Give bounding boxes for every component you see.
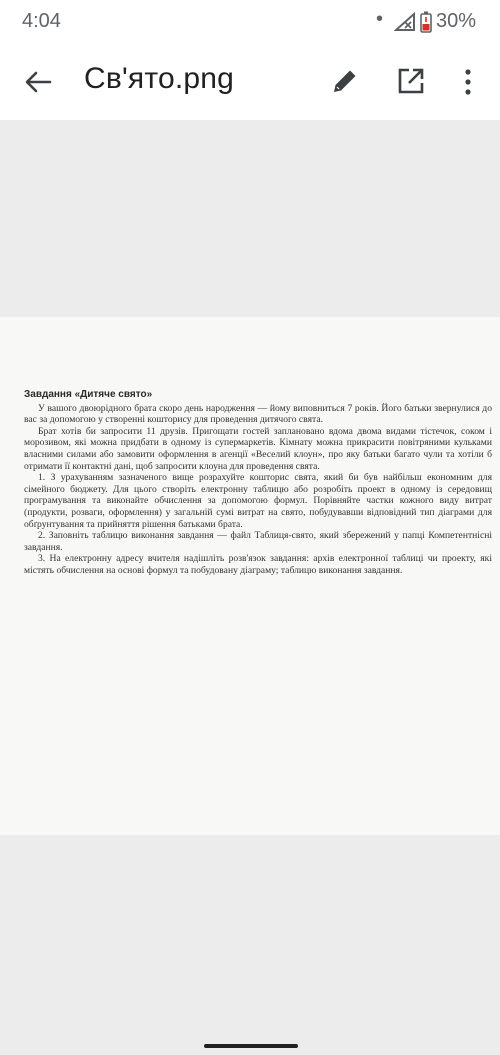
paragraph-details: Брат хотів би запросити 11 друзів. Пригощати гостей заплановано вдома двома видами тістечок, соком і морозивом, які можна придбати в одному із супермаркетів. Кімнату можна прикрасити повітряними кульками власними силами або замовити оформлення в агенції «Веселий клоун», про яку батьки багато чули та хотіли б отримати її контактні дані, щоб запросити клоуна для проведення свята. <box>24 425 492 472</box>
signal-off-icon <box>394 12 416 32</box>
status-bar <box>0 0 500 44</box>
document-image[interactable] <box>0 317 500 835</box>
document-text <box>24 389 492 577</box>
task-heading: Завдання «Дитяче свято» <box>24 389 153 400</box>
more-vert-icon[interactable] <box>458 66 478 98</box>
battery-percent: 30% <box>436 10 477 32</box>
back-arrow-icon[interactable] <box>22 66 54 98</box>
gesture-nav-handle[interactable] <box>204 1044 298 1048</box>
paragraph-step-3: 3. На електронну адресу вчителя надішліть розв'язок завдання: архів електронної таблиці чи проекту, які містять обчислення на основі формул та побудовану діаграму; таблицю виконання завдання. <box>24 553 492 576</box>
battery-low-icon <box>420 11 432 33</box>
open-external-icon[interactable] <box>396 66 426 96</box>
status-time: 4:04 <box>22 10 61 32</box>
paragraph-step-2: 2. Заповніть таблицю виконання завдання — файл Таблиця-свято, який збережений у папці Компетентнісні завдання. <box>24 530 492 553</box>
file-title: Св'ято.png <box>84 62 235 95</box>
paragraph-step-1: 1. З урахуванням зазначеного вище розрахуйте кошторис свята, який би був найбільш економним для сімейного бюджету. Для цього створіть електронну таблицю або розробіть проект в одному із середовищ програмування та виконайте обчислення за допомогою формул. Порівняйте частки кожного виду витрат (продукти, розваги, оформлення) у загальній сумі витрат на свято, побудувавши відповідний тип діаграми для обґрунтування та прийняття рішення батьками брата. <box>24 472 492 530</box>
image-viewer[interactable] <box>0 120 500 1055</box>
pencil-icon[interactable] <box>330 66 360 96</box>
notification-dot: • <box>376 8 384 30</box>
app-bar <box>0 44 500 120</box>
paragraph-intro: У вашого двоюрідного брата скоро день народження — йому виповниться 7 років. Його батьки звернулися до вас за допомогою у створенні кошторису для проведення дитячого свята. <box>24 402 492 426</box>
